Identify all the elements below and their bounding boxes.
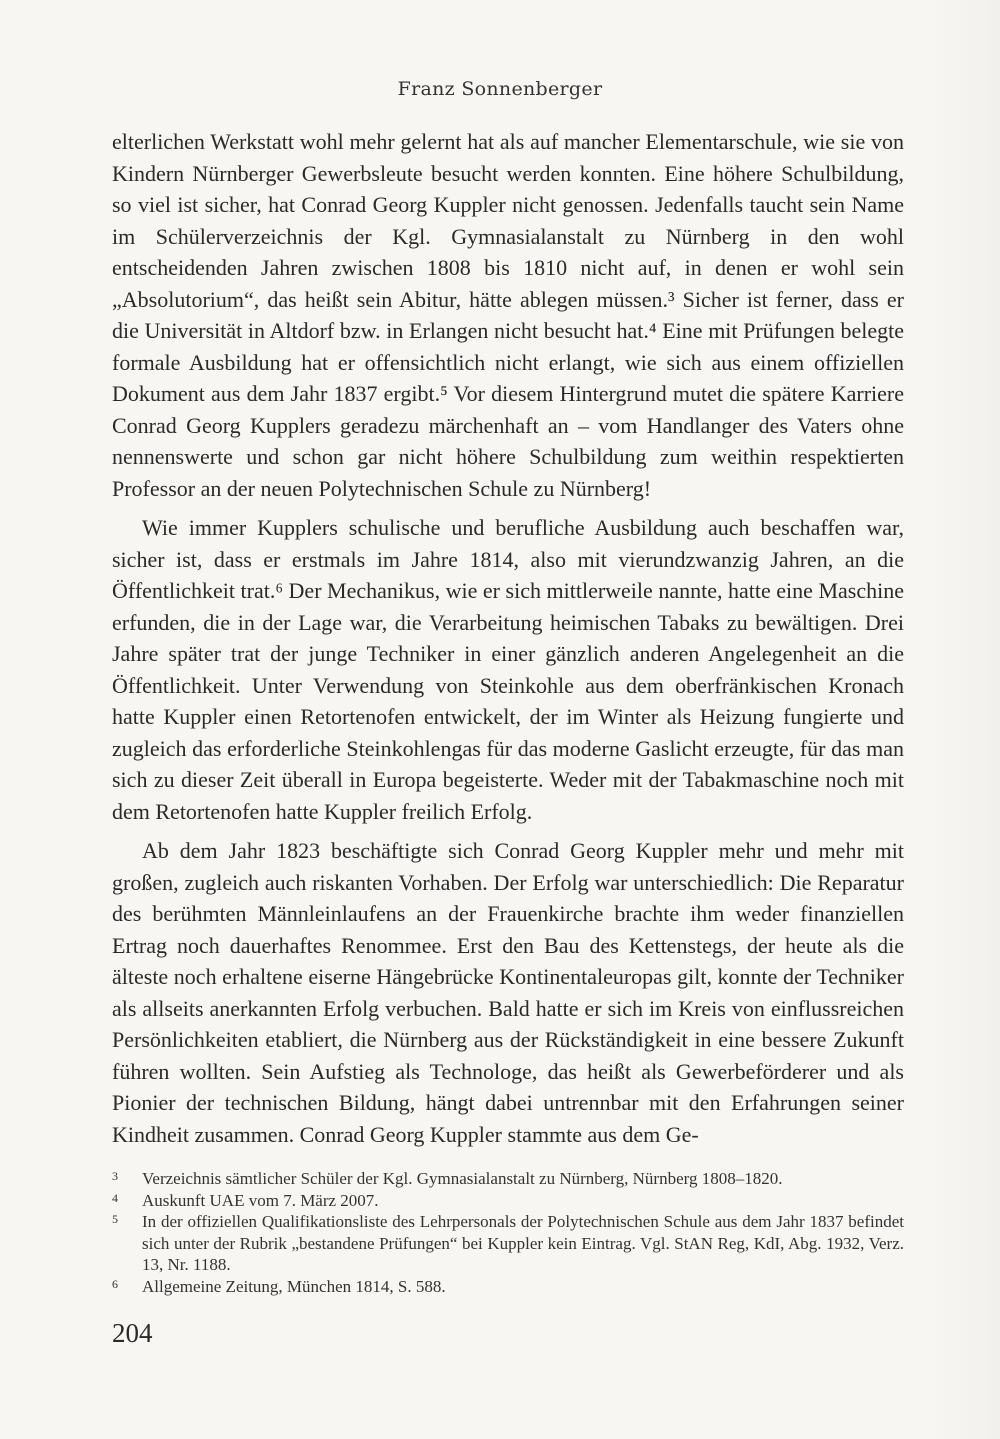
footnotes bbox=[112, 1168, 904, 1297]
footnote-text: In der offiziellen Qualifikationsliste des Lehrpersonals der Polytechnischen Schule aus dem Jahr 1837 befindet sich unter der Rubrik „bestandene Prüfungen“ bei Kuppler kein Eintrag. Vgl. StAN Reg, KdI, Abg. 1932, Verz. 13, Nr. 1188. bbox=[142, 1212, 904, 1274]
paragraph-3: Ab dem Jahr 1823 beschäftigte sich Conrad Georg Kuppler mehr und mehr mit großen, zugleich auch riskanten Vorhaben. Der Erfolg war unterschiedlich: Die Reparatur des berühmten Männleinlaufens an der Frauenkirche brachte ihm weder finanziellen Ertrag noch dauerhaftes Renommee. Erst den Bau des Kettenstegs, der heute als die älteste noch erhaltene eiserne Hängebrücke Kontinentaleuropas gilt, konnte der Techniker als allseits anerkannten Erfolg verbuchen. Bald hatte er sich im Kreis von einflussreichen Persönlichkeiten etabliert, die Nürnberg aus der Rückständigkeit in eine bessere Zukunft führen wollten. Sein Aufstieg als Technologe, das heißt als Gewerbeförderer und als Pionier der technischen Bildung, hängt dabei untrennbar mit den Erfahrungen seiner Kindheit zusammen. Conrad Georg Kuppler stammte aus dem Ge- bbox=[112, 838, 904, 1147]
footnote-number: 6 bbox=[112, 1276, 118, 1291]
footnote-number: 3 bbox=[112, 1169, 118, 1183]
footnote-number: 4 bbox=[112, 1190, 118, 1205]
paragraph-1: elterlichen Werkstatt wohl mehr gelernt hat als auf mancher Elementarschule, wie sie von Kindern Nürnberger Gewerbsleute besucht werden konnten. Eine höhere Schulbildung, so viel ist sicher, hat Conrad Georg Kuppler nicht genossen. Jedenfalls taucht sein Name im Schülerverzeichnis der Kgl. Gymnasialanstalt zu Nürnberg in den wohl entscheidenden Jahren zwischen 1808 bis 1810 nicht auf, in denen er wohl sein „Absolutorium“, das heißt sein Abitur, hätte ablegen müssen.³ Sicher ist ferner, dass er die Universität in Altdorf bzw. in Erlangen nicht besucht hat.⁴ Eine mit Prüfungen belegte formale Ausbildung hat er offensichtlich nicht erlangt, wie sich aus einem offiziellen Dokument aus dem Jahr 1837 ergibt.⁵ Vor diesem Hintergrund mutet die spätere Karriere Conrad Georg Kupplers geradezu märchenhaft an – vom Handlanger des Vaters ohne nennenswerte und schon gar nicht höhere Schulbildung zum weithin respektierten Professor an der neuen Polytechnischen Schule zu Nürnberg! bbox=[112, 129, 904, 501]
footnote-text: Allgemeine Zeitung, München 1814, S. 588. bbox=[142, 1276, 446, 1296]
footnote bbox=[112, 1168, 904, 1190]
running-head: Franz Sonnenberger bbox=[397, 78, 603, 100]
footnote-number: 5 bbox=[112, 1212, 118, 1226]
footnote-text: Auskunft UAE vom 7. März 2007. bbox=[142, 1190, 379, 1210]
paragraph-2: Wie immer Kupplers schulische und berufliche Ausbildung auch beschaffen war, sicher ist, dass er erstmals im Jahre 1814, also mit vierundzwanzig Jahren, an die Öffentlichkeit trat.⁶ Der Mechanikus, wie er sich mittlerweile nannte, hatte eine Maschine erfunden, die in der Lage war, die Verarbeitung heimischen Tabaks zu bewältigen. Drei Jahre später trat der junge Techniker in einer gänzlich anderen Angelegenheit an die Öffentlichkeit. Unter Verwendung von Steinkohle aus dem oberfränkischen Kronach hatte Kuppler einen Retortenofen entwickelt, der im Winter als Heizung fungierte und zugleich das erforderliche Steinkohlengas für das moderne Gaslicht erzeugte, für das man sich zu dieser Zeit überall in Europa begeisterte. Weder mit der Tabakmaschine noch mit dem Retortenofen hatte Kuppler freilich Erfolg. bbox=[112, 515, 904, 824]
footnote bbox=[112, 1211, 904, 1276]
footnote bbox=[112, 1190, 904, 1212]
page-edge-shadow bbox=[930, 0, 1000, 1439]
footnote bbox=[112, 1276, 904, 1298]
footnote-text: Verzeichnis sämtlicher Schüler der Kgl. Gymnasialanstalt zu Nürnberg, Nürnberg 1808–1820. bbox=[142, 1169, 783, 1188]
body-text bbox=[112, 126, 904, 1150]
page-number: 204 bbox=[112, 1318, 153, 1348]
